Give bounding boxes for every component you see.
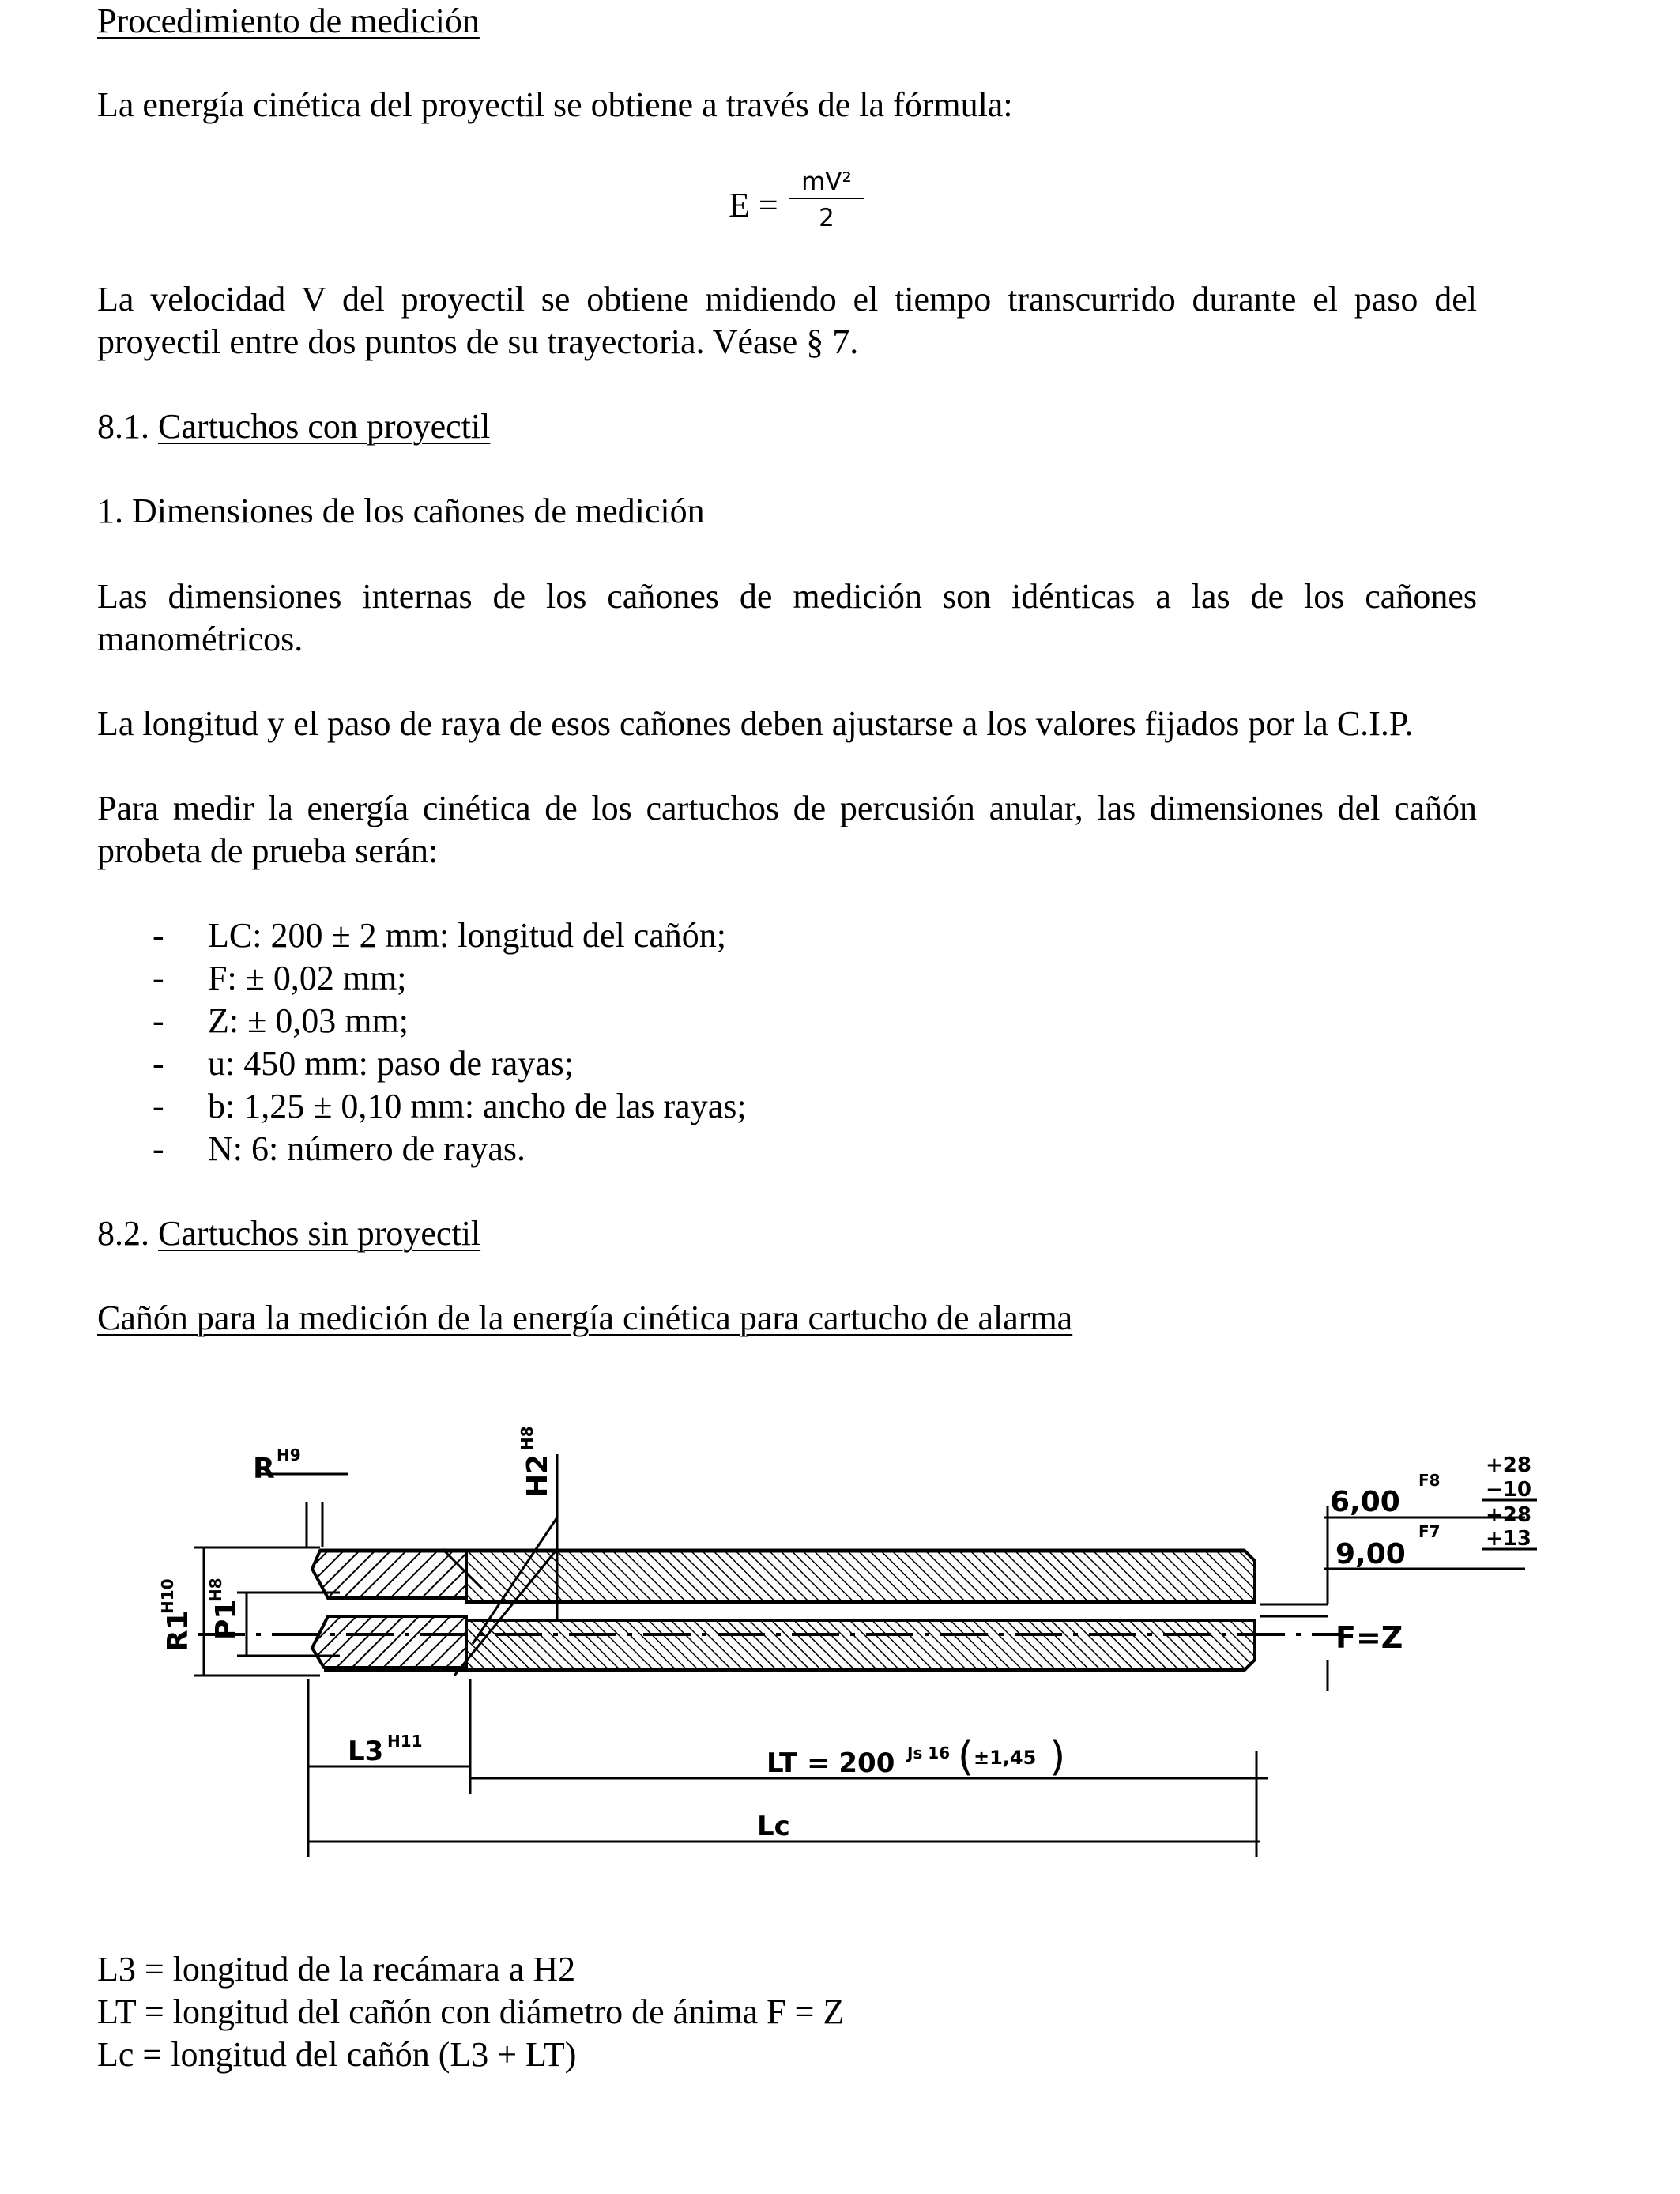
page-heading: Procedimiento de medición xyxy=(97,2,480,40)
label-dim-6-tol-top: +28 xyxy=(1486,1453,1531,1477)
label-r1-text: R1 xyxy=(162,1610,194,1652)
formula-lhs: E = xyxy=(729,186,778,224)
chamber-wall-lower xyxy=(312,1616,466,1668)
label-lt-tol: ±1,45 xyxy=(974,1747,1037,1769)
list-dash: - xyxy=(153,1001,164,1040)
length-paragraph: La longitud y el paso de raya de esos cañones deben ajustarse a los valores fijados por la C.I.P. xyxy=(97,704,1414,743)
label-lt: LT = 200 xyxy=(767,1747,895,1779)
label-dim-6-fit: F8 xyxy=(1418,1471,1441,1490)
section-8-1-title: Cartuchos con proyectil xyxy=(158,407,491,446)
rimfire-paragraph-line2: probeta de prueba serán: xyxy=(97,831,439,870)
barrel-wall-lower xyxy=(466,1620,1255,1670)
label-l3-fit: H11 xyxy=(387,1732,423,1751)
label-r: R xyxy=(253,1453,275,1485)
velocity-paragraph-line2: proyectil entre dos puntos de su trayectoria. Véase § 7. xyxy=(97,322,859,361)
dimensions-paragraph-line1: Las dimensiones internas de los cañones de medición son idénticas a las de los cañones xyxy=(97,577,1477,616)
label-lc: Lc xyxy=(757,1811,790,1842)
list-item-text: Z: ± 0,03 mm; xyxy=(208,1001,409,1040)
label-h2 xyxy=(518,1426,554,1498)
list-item-text: LC: 200 ± 2 mm: longitud del cañón; xyxy=(208,916,726,955)
list-item-text: N: 6: número de rayas. xyxy=(208,1129,525,1168)
label-r1 xyxy=(158,1578,194,1652)
barrel-wall-upper xyxy=(466,1551,1255,1602)
label-dim-6-tol-bot: −10 xyxy=(1486,1478,1531,1502)
label-h2-text: H2 xyxy=(522,1453,554,1498)
label-fz: F=Z xyxy=(1335,1620,1403,1655)
velocity-paragraph-line1: La velocidad V del proyectil se obtiene midiendo el tiempo transcurrido durante el paso del xyxy=(97,280,1477,319)
list-item-text: F: ± 0,02 mm; xyxy=(208,959,407,997)
definition-lc: Lc = longitud del cañón (L3 + LT) xyxy=(97,2035,577,2074)
list-dash: - xyxy=(153,959,164,997)
label-dim-9-fit: F7 xyxy=(1418,1522,1441,1541)
section-8-1-number: 8.1. xyxy=(97,407,158,446)
label-r1-fit: H10 xyxy=(158,1578,177,1614)
label-dim-9-tol-top: +28 xyxy=(1486,1503,1531,1527)
intro-text: La energía cinética del proyectil se obtiene a través de la fórmula: xyxy=(97,85,1013,124)
label-dim-6: 6,00 xyxy=(1330,1486,1400,1518)
label-dim-9: 9,00 xyxy=(1335,1538,1406,1570)
dimensions-paragraph-line2: manométricos. xyxy=(97,620,303,658)
list-dash: - xyxy=(153,1129,164,1168)
figure-caption: Cañón para la medición de la energía cinética para cartucho de alarma xyxy=(97,1299,1073,1337)
list-item-text: b: 1,25 ± 0,10 mm: ancho de las rayas; xyxy=(208,1087,747,1125)
chamber-wall-upper xyxy=(312,1551,466,1598)
label-p1 xyxy=(206,1578,243,1640)
label-h2-fit: H8 xyxy=(518,1426,537,1450)
section-8-2-number: 8.2. xyxy=(97,1214,158,1253)
formula-denominator: 2 xyxy=(819,204,834,232)
label-p1-fit: H8 xyxy=(206,1578,225,1602)
formula-numerator: mV² xyxy=(789,168,864,199)
label-l3: L3 xyxy=(348,1736,384,1767)
section-8-2-title: Cartuchos sin proyectil xyxy=(158,1214,481,1253)
label-p1-text: P1 xyxy=(210,1599,243,1640)
label-dim-9-tol-bot: +13 xyxy=(1486,1527,1531,1551)
lt-tol-bracket-left-icon: ( xyxy=(958,1733,974,1781)
definition-l3: L3 = longitud de la recámara a H2 xyxy=(97,1950,576,1989)
barrel-body xyxy=(198,1549,1343,1676)
label-r-fit: H9 xyxy=(277,1446,301,1465)
lt-tol-bracket-right-icon: ) xyxy=(1049,1733,1066,1781)
list-dash: - xyxy=(153,1044,164,1083)
label-lt-fit: Js 16 xyxy=(907,1744,951,1762)
list-dash: - xyxy=(153,1087,164,1125)
list-dash: - xyxy=(153,916,164,955)
rimfire-paragraph-line1: Para medir la energía cinética de los cartuchos de percusión anular, las dimensiones del cañón xyxy=(97,789,1477,827)
subheading-dimensions: 1. Dimensiones de los cañones de medición xyxy=(97,492,705,530)
list-item-text: u: 450 mm: paso de rayas; xyxy=(208,1044,574,1083)
definition-lt: LT = longitud del cañón con diámetro de ánima F = Z xyxy=(97,1992,845,2031)
